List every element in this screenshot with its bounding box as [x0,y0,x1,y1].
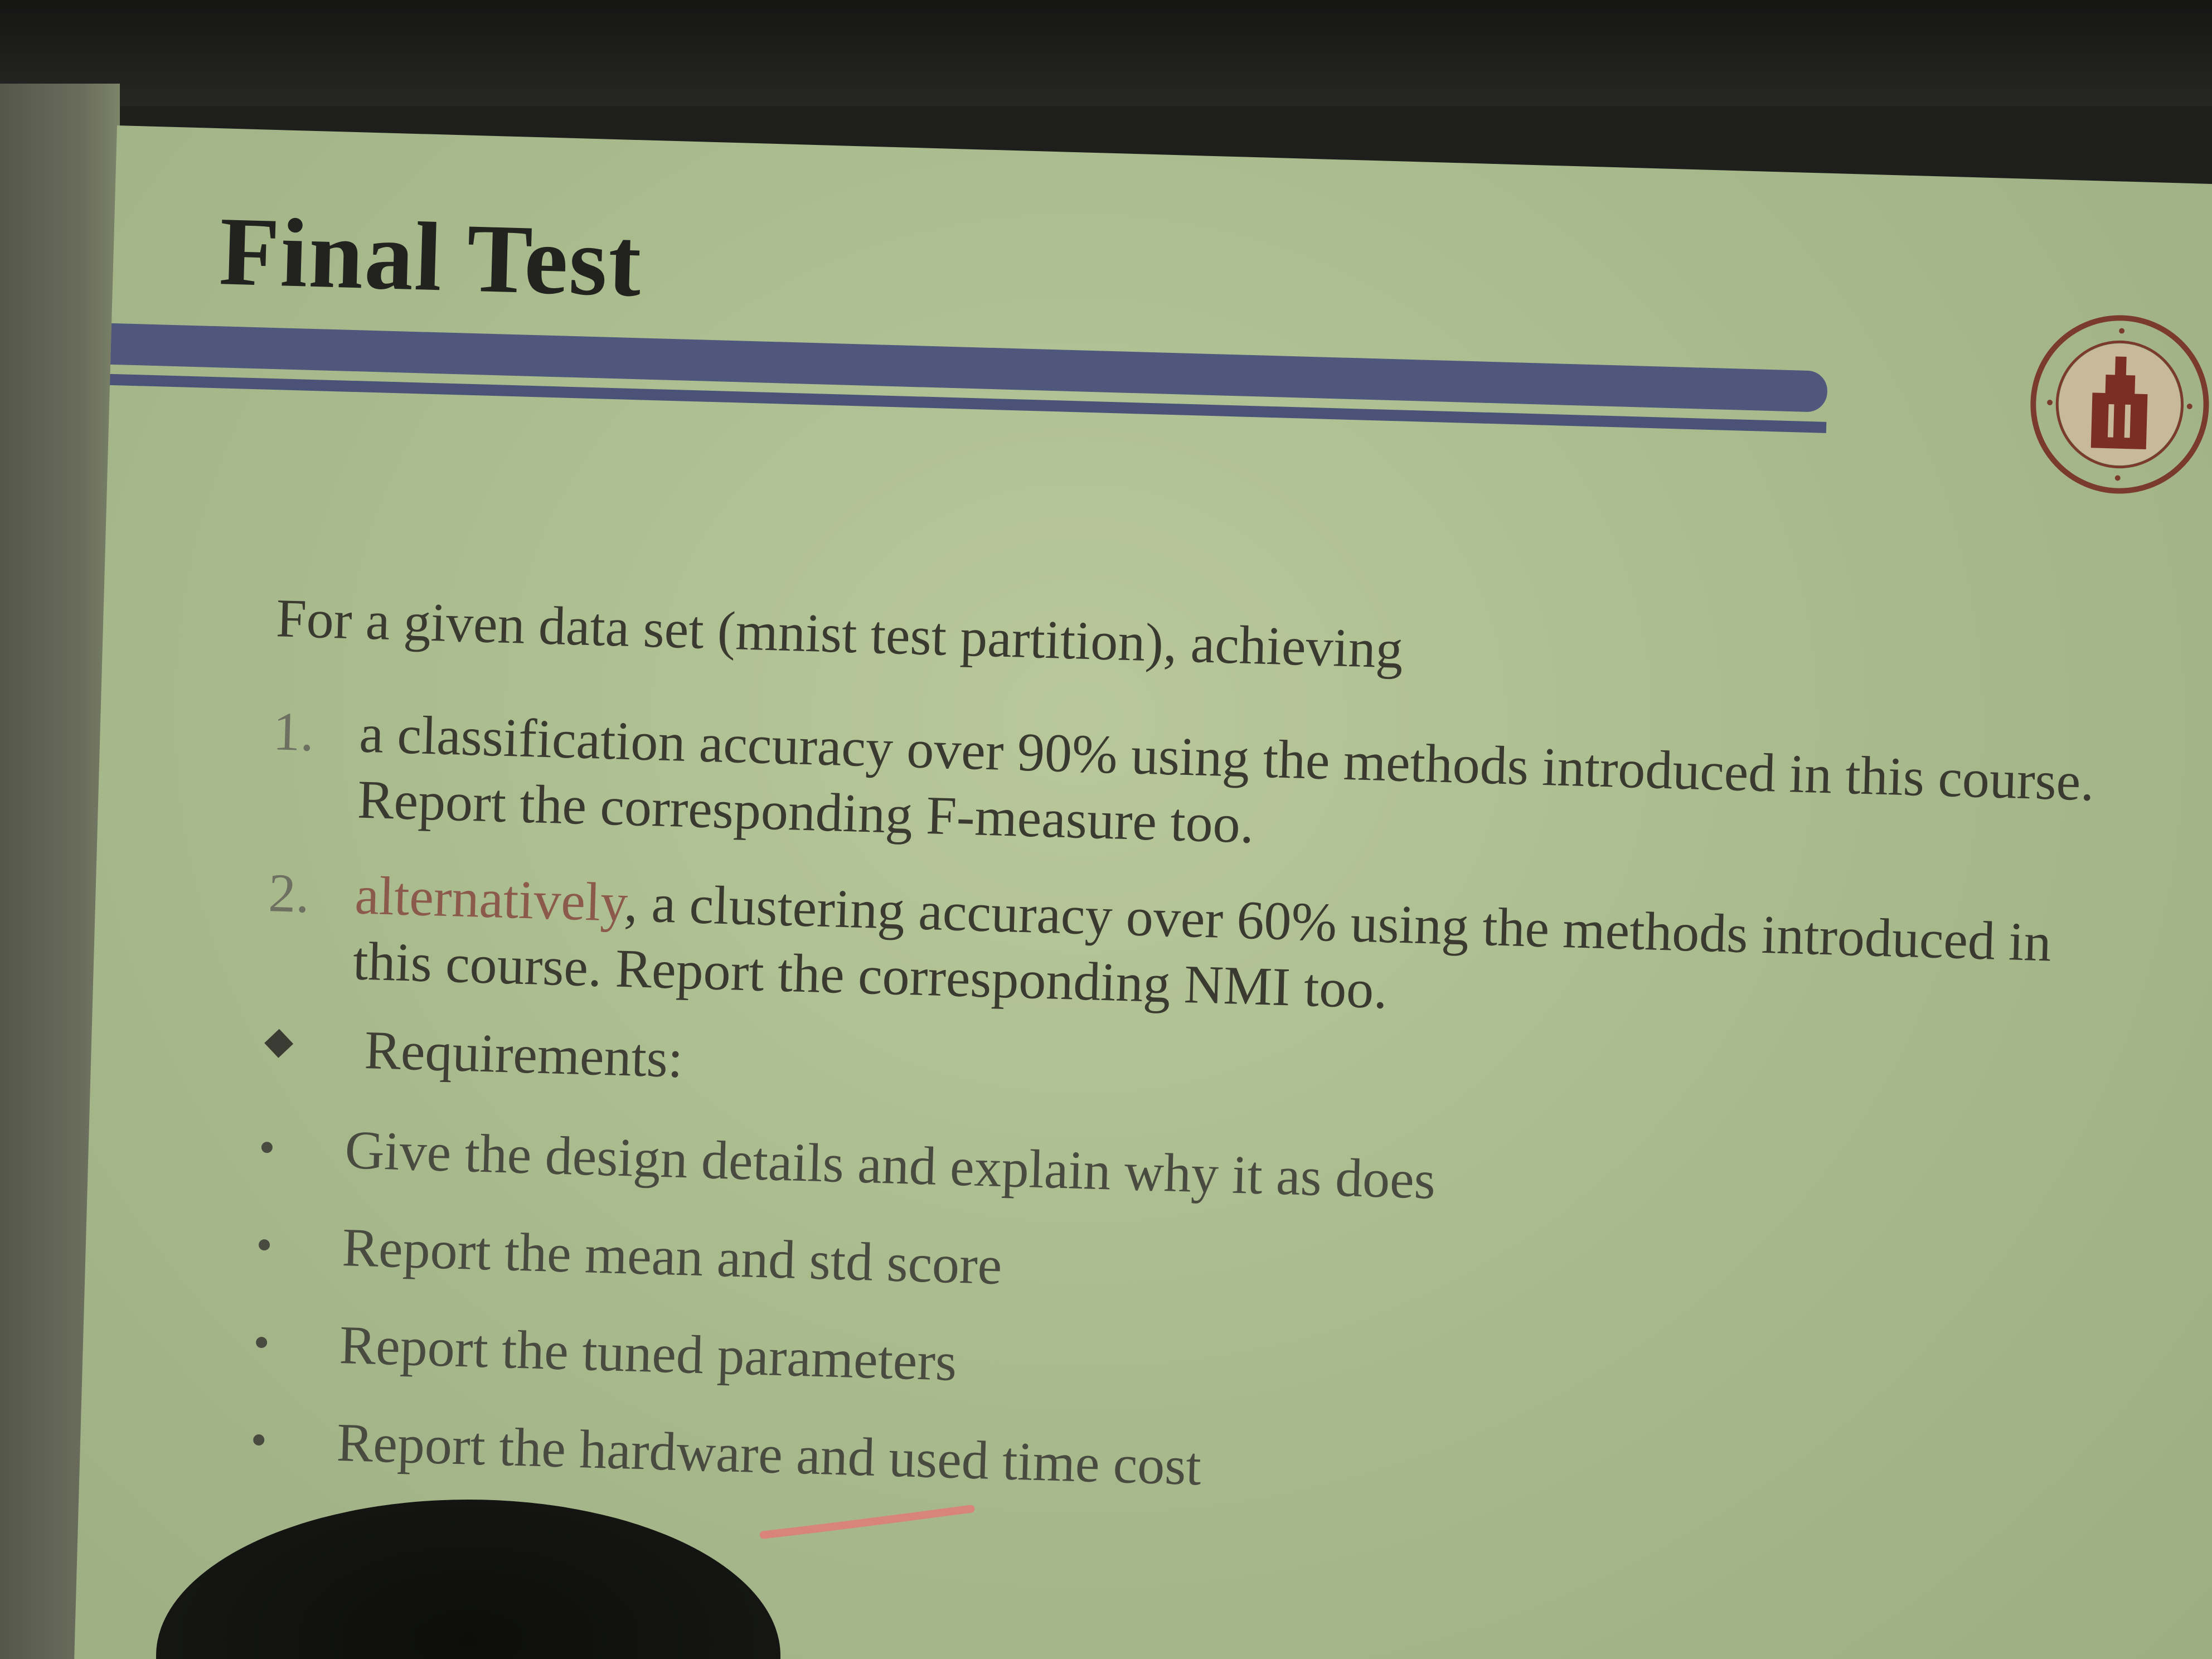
slide-title: Final Test [218,197,644,318]
list-text-wrap [352,862,2094,1042]
projected-slide [72,125,2212,1659]
diamond-bullet-icon [264,1029,293,1058]
list-text: a classification accuracy over 90% using the methods introduced in this course. Report the corresponding F-measure too. [356,704,2095,855]
list-text: , a clustering accuracy over 60% using the methods introduced in this course. Report the corresponding NMI too. [352,872,2053,1021]
list-number: 1. [272,701,315,763]
highlighted-word: alternatively [354,865,625,933]
bullet-text: Report the hardware and used time cost [336,1412,1202,1497]
intro-text: For a given data set (mnist test partition), achieving [275,588,1404,680]
laser-pen-underline [758,1482,982,1555]
dark-room-top [0,0,2212,106]
bullet-text: Report the tuned parameters [338,1315,958,1393]
bullet-dot-icon [261,1142,273,1153]
requirements-label: Requirements: [363,1020,684,1089]
list-item-1 [272,698,2113,855]
bullet-dot-icon [256,1337,268,1348]
bullet-dot-icon [253,1434,265,1446]
university-seal-icon [2025,310,2212,499]
bullet-dot-icon [259,1239,270,1251]
bullet-text: Give the design details and explain why it as does [344,1120,1437,1211]
bullet-text: Report the mean and std score [341,1217,1003,1297]
list-number: 2. [268,863,311,925]
